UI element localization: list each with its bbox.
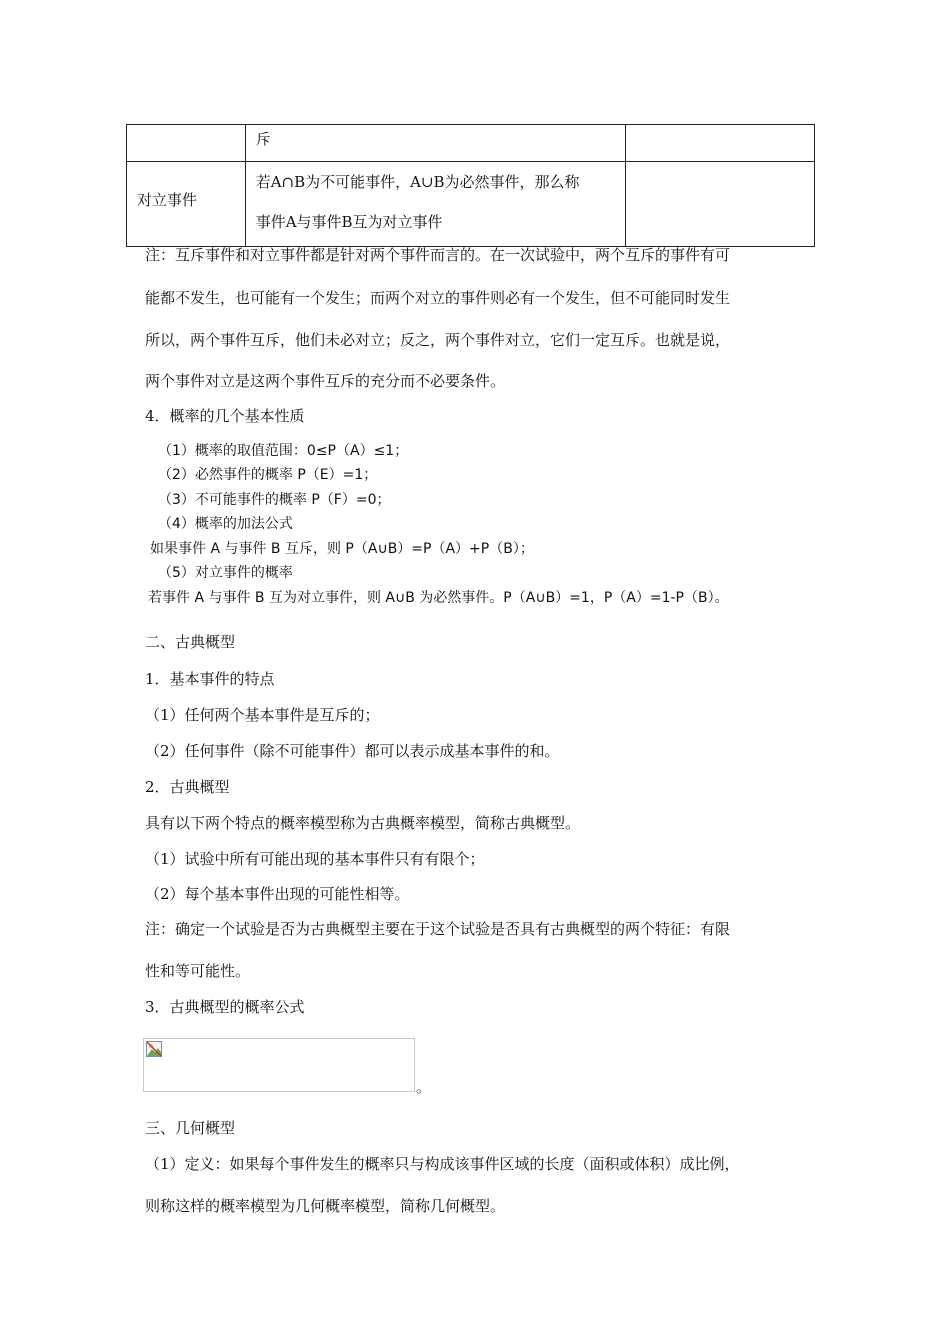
property-item: （4）概率的加法公式 [158, 516, 293, 532]
note-line: 两个事件对立是这两个事件互斥的充分而不必要条件。 [145, 372, 506, 390]
table-cell [625, 162, 814, 247]
table-cell [625, 125, 814, 162]
section-heading: 4．概率的几个基本性质 [145, 407, 305, 425]
definition-table [126, 124, 815, 247]
note-line: 性和等可能性。 [145, 962, 251, 980]
definition-text: 若A∩B为不可能事件，A∪B为必然事件，那么称 事件A与事件B互为对立事件 [255, 173, 580, 231]
formula-period: 。 [416, 1078, 432, 1096]
definition-line: 则称这样的概率模型为几何概率模型，简称几何概型。 [145, 1197, 506, 1215]
table-row [127, 162, 815, 247]
term-label: 对立事件 [137, 191, 198, 209]
note-line: 能都不发生，也可能有一个发生；而两个对立的事件则必有一个发生，但不可能同时发生 [145, 289, 731, 307]
subsection-heading: 1．基本事件的特点 [145, 670, 275, 688]
property-item: 如果事件 A 与事件 B 互斥，则 P（A∪B）=P（A）+P（B）； [150, 541, 534, 557]
table-cell [245, 125, 625, 162]
table-cell [127, 125, 246, 162]
property-item: （3）不可能事件的概率 P（F）=0； [158, 492, 391, 508]
cell-text: 斥 [255, 130, 271, 148]
formula-image [143, 1038, 415, 1092]
subsection-heading: 2．古典概型 [145, 778, 230, 796]
table-row [127, 125, 815, 162]
list-item: （1）任何两个基本事件是互斥的； [145, 706, 380, 724]
table-cell [245, 162, 625, 247]
note-line: 所以，两个事件互斥，他们未必对立；反之，两个事件对立，它们一定互斥。也就是说， [145, 331, 731, 349]
note-line: 注：确定一个试验是否为古典概型主要在于这个试验是否具有古典概型的两个特征：有限 [145, 920, 731, 938]
property-item: 若事件 A 与事件 B 互为对立事件，则 A∪B 为必然事件。P（A∪B）=1，P（A）=1-P（B）。 [148, 590, 729, 606]
broken-image-icon [146, 1041, 162, 1057]
note-line: 注：互斥事件和对立事件都是针对两个事件而言的。在一次试验中，两个互斥的事件有可 [145, 246, 731, 264]
paragraph: 具有以下两个特点的概率模型称为古典概率模型，简称古典概型。 [145, 814, 581, 832]
list-item: （1）试验中所有可能出现的基本事件只有有限个； [145, 850, 485, 868]
property-item: （1）概率的取值范围：0≤P（A）≤1； [158, 443, 409, 459]
section-heading: 二、古典概型 [145, 633, 236, 651]
definition-line: （1）定义：如果每个事件发生的概率只与构成该事件区域的长度（面积或体积）成比例， [145, 1155, 740, 1173]
table-cell [127, 162, 246, 247]
list-item: （2）每个基本事件出现的可能性相等。 [145, 885, 410, 903]
subsection-heading: 3．古典概型的概率公式 [145, 998, 305, 1016]
section-heading: 三、几何概型 [145, 1119, 236, 1137]
property-item: （5）对立事件的概率 [158, 565, 293, 581]
property-item: （2）必然事件的概率 P（E）=1； [158, 467, 378, 483]
list-item: （2）任何事件（除不可能事件）都可以表示成基本事件的和。 [145, 742, 560, 760]
